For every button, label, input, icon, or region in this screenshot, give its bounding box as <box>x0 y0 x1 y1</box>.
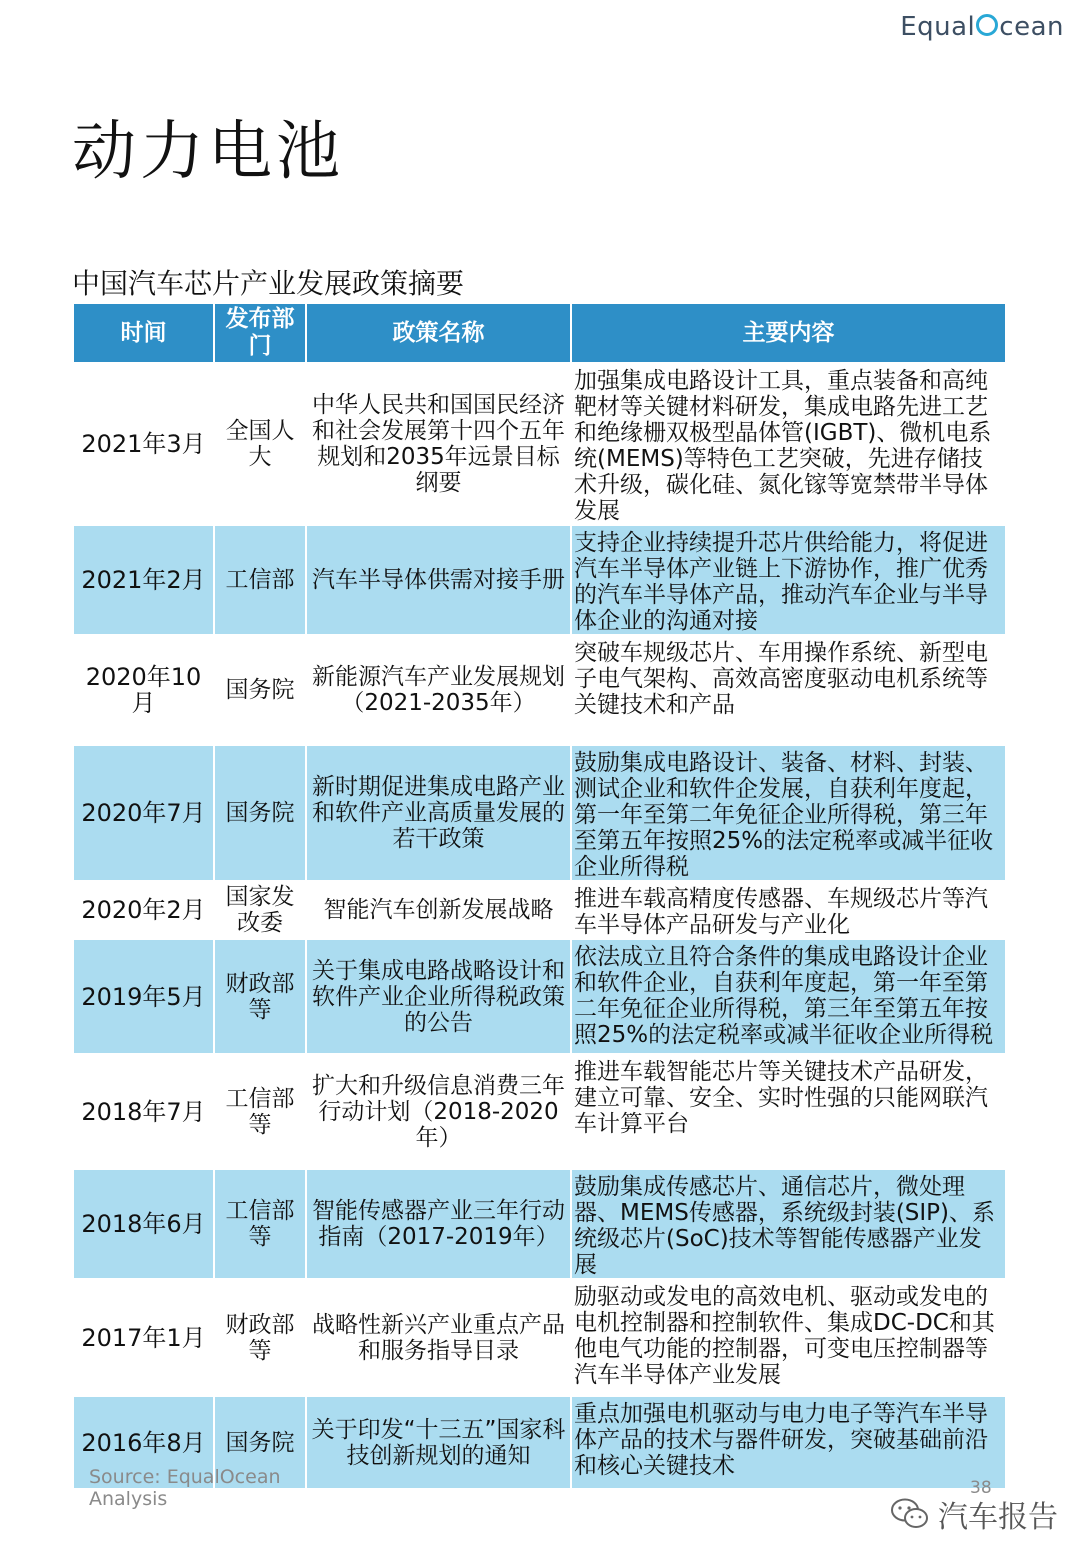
cell-department: 国家发改委 <box>214 881 306 939</box>
cell-content: 突破车规级芯片、车用操作系统、新型电子电气架构、高效高密度驱动电机系统等关键技术和产品 <box>571 635 1006 745</box>
cell-content: 支持企业持续提升芯片供给能力，将促进汽车半导体产业链上下游协作，推广优秀的汽车半导体产品，推动汽车企业与半导体企业的沟通对接 <box>571 525 1006 635</box>
table-title: 中国汽车芯片产业发展政策摘要 <box>72 267 465 300</box>
cell-content: 励驱动或发电的高效电机、驱动或发电的电机控制器和控制软件、集成DC-DC和其他电气功能的控制器，可变电压控制器等汽车半导体产业发展 <box>571 1279 1006 1396</box>
cell-date: 2018年7月 <box>74 1054 214 1169</box>
cell-policy-name: 关于印发“十三五”国家科技创新规划的通知 <box>306 1396 571 1489</box>
table-row <box>74 881 1006 939</box>
column-header-date: 时间 <box>74 304 214 363</box>
cell-policy-name: 新时期促进集成电路产业和软件产业高质量发展的若干政策 <box>306 745 571 881</box>
cell-date: 2020年7月 <box>74 745 214 881</box>
cell-department: 财政部等 <box>214 939 306 1054</box>
cell-content: 鼓励集成电路设计、装备、材料、封装、测试企业和软件企发展，自获利年度起，第一年至第二年免征企业所得税，第三年至第五年按照25%的法定税率或减半征收企业所得税 <box>571 745 1006 881</box>
cell-department: 工信部 <box>214 525 306 635</box>
cell-date: 2021年2月 <box>74 525 214 635</box>
logo-o-ring-icon <box>976 14 998 36</box>
logo-prefix: Equal <box>900 12 976 42</box>
column-header-content: 主要内容 <box>571 304 1006 363</box>
cell-date: 2021年3月 <box>74 363 214 525</box>
cell-policy-name: 扩大和升级信息消费三年行动计划（2018-2020年） <box>306 1054 571 1169</box>
cell-content: 鼓励集成传感芯片、通信芯片，微处理器、MEMS传感器，系统级封装(SIP)、系统级芯片(SoC)技术等智能传感器产业发展 <box>571 1169 1006 1279</box>
cell-department: 工信部等 <box>214 1054 306 1169</box>
cell-department: 工信部等 <box>214 1169 306 1279</box>
cell-department: 财政部等 <box>214 1279 306 1396</box>
cell-department: 全国人大 <box>214 363 306 525</box>
source-note: Source: EqualOcean Analysis <box>89 1466 281 1510</box>
equalocean-logo <box>900 12 1064 42</box>
table-row <box>74 363 1006 525</box>
cell-date: 2020年10月 <box>74 635 214 745</box>
cell-policy-name: 智能汽车创新发展战略 <box>306 881 571 939</box>
table-row <box>74 1279 1006 1396</box>
cell-date: 2019年5月 <box>74 939 214 1054</box>
table-row <box>74 939 1006 1054</box>
cell-date: 2017年1月 <box>74 1279 214 1396</box>
page-number: 38 <box>970 1478 992 1498</box>
cell-date: 2018年6月 <box>74 1169 214 1279</box>
watermark-text: 汽车报告 <box>938 1500 1058 1535</box>
table-row <box>74 745 1006 881</box>
table-header-row <box>74 304 1006 363</box>
cell-policy-name: 关于集成电路战略设计和软件产业企业所得税政策的公告 <box>306 939 571 1054</box>
cell-date: 2020年2月 <box>74 881 214 939</box>
logo-suffix: cean <box>999 12 1064 42</box>
cell-content: 推进车载高精度传感器、车规级芯片等汽车半导体产品研发与产业化 <box>571 881 1006 939</box>
wechat-icon <box>890 1497 930 1531</box>
cell-department: 国务院 <box>214 745 306 881</box>
cell-content: 加强集成电路设计工具，重点装备和高纯靶材等关键材料研发，集成电路先进工艺和绝缘栅双极型晶体管(IGBT)、微机电系统(MEMS)等特色工艺突破，先进存储技术升级，碳化硅、氮化镓等宽禁带半导体发展 <box>571 363 1006 525</box>
table-row <box>74 1054 1006 1169</box>
cell-department: 国务院 <box>214 1396 306 1489</box>
cell-date: 2016年8月 <box>74 1396 214 1489</box>
cell-content: 推进车载智能芯片等关键技术产品研发，建立可靠、安全、实时性强的只能网联汽车计算平台 <box>571 1054 1006 1169</box>
table-row <box>74 525 1006 635</box>
policy-table <box>74 304 1007 1490</box>
column-header-policy-name: 政策名称 <box>306 304 571 363</box>
table-row <box>74 635 1006 745</box>
table-row <box>74 1169 1006 1279</box>
cell-policy-name: 智能传感器产业三年行动指南（2017-2019年） <box>306 1169 571 1279</box>
page-title: 动力电池 <box>72 115 344 189</box>
cell-policy-name: 战略性新兴产业重点产品和服务指导目录 <box>306 1279 571 1396</box>
wechat-watermark <box>890 1492 1058 1536</box>
column-header-department: 发布部门 <box>214 304 306 363</box>
cell-content: 重点加强电机驱动与电力电子等汽车半导体产品的技术与器件研发，突破基础前沿和核心关键技术 <box>571 1396 1006 1489</box>
cell-content: 依法成立且符合条件的集成电路设计企业和软件企业，自获利年度起，第一年至第二年免征企业所得税，第三年至第五年按照25%的法定税率或减半征收企业所得税 <box>571 939 1006 1054</box>
cell-policy-name: 汽车半导体供需对接手册 <box>306 525 571 635</box>
cell-policy-name: 中华人民共和国国民经济和社会发展第十四个五年规划和2035年远景目标纲要 <box>306 363 571 525</box>
cell-policy-name: 新能源汽车产业发展规划（2021-2035年） <box>306 635 571 745</box>
cell-department: 国务院 <box>214 635 306 745</box>
